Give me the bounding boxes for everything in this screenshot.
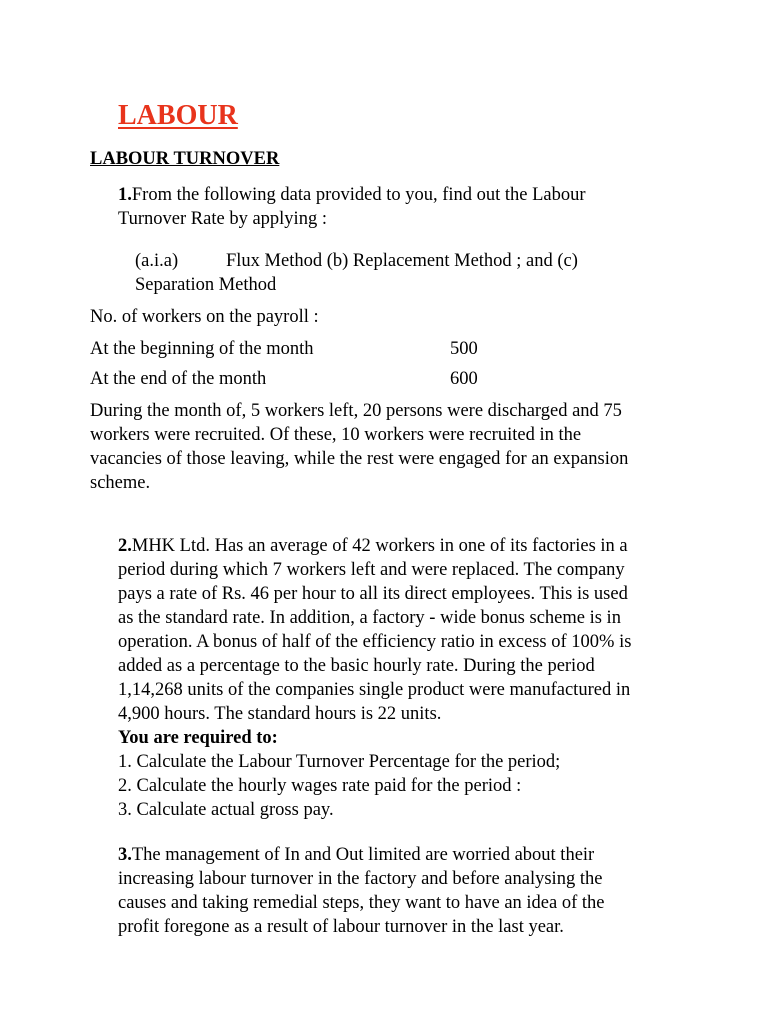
paragraph-line: During the month of, 5 workers left, 20 persons were discharged and 75 — [90, 401, 622, 421]
paragraph-line: scheme. — [90, 473, 151, 493]
task-item: 1. Calculate the Labour Turnover Percentage for the period; — [118, 752, 561, 772]
document-title: LABOUR — [118, 100, 238, 131]
question-1-text-line: Turnover Rate by applying : — [118, 209, 327, 229]
question-2-text-line: 1,14,268 units of the companies single product were manufactured in — [118, 680, 631, 700]
section-heading: LABOUR TURNOVER — [90, 149, 280, 169]
methods-text-line: Flux Method (b) Replacement Method ; and (c) — [226, 251, 578, 271]
required-heading: You are required to: — [118, 728, 278, 748]
question-2-text-line: as the standard rate. In addition, a factory - wide bonus scheme is in — [118, 608, 621, 628]
question-1-number: 1. — [118, 185, 132, 205]
methods-text-line: Separation Method — [135, 275, 277, 295]
question-2-text-line: added as a percentage to the basic hourly rate. During the period — [118, 656, 595, 676]
question-1-paragraph — [90, 399, 628, 495]
question-2-text-line: MHK Ltd. Has an average of 42 workers in one of its factories in a — [131, 536, 628, 556]
payroll-label: No. of workers on the payroll : — [90, 307, 319, 327]
question-2-text-line: operation. A bonus of half of the efficiency ratio in excess of 100% is — [118, 632, 632, 652]
question-1-text-line: From the following data provided to you, find out the Labour — [131, 185, 586, 205]
question-1 — [118, 183, 586, 231]
paragraph-line: workers were recruited. Of these, 10 workers were recruited in the — [90, 425, 582, 445]
question-2 — [118, 534, 631, 822]
paragraph-line: vacancies of those leaving, while the rest were engaged for an expansion — [90, 449, 629, 469]
question-2-text-line: pays a rate of Rs. 46 per hour to all its direct employees. This is used — [118, 584, 628, 604]
question-2-text-line: 4,900 hours. The standard hours is 22 units. — [118, 704, 442, 724]
question-2-text-line: period during which 7 workers left and were replaced. The company — [118, 560, 625, 580]
question-2-number: 2. — [118, 536, 132, 556]
question-3-text-line: increasing labour turnover in the factory and before analysing the — [118, 869, 603, 889]
question-3-text-line: The management of In and Out limited are worried about their — [131, 845, 595, 865]
question-3-number: 3. — [118, 845, 132, 865]
payroll-row-value: 600 — [450, 369, 478, 389]
task-item: 3. Calculate actual gross pay. — [118, 800, 334, 820]
task-item: 2. Calculate the hourly wages rate paid for the period : — [118, 776, 522, 796]
question-3-text-line: profit foregone as a result of labour turnover in the last year. — [118, 917, 564, 937]
question-3-text-line: causes and taking remedial steps, they want to have an idea of the — [118, 893, 605, 913]
methods-label: (a.i.a) — [135, 251, 179, 271]
payroll-row-value: 500 — [450, 339, 478, 359]
question-3 — [118, 843, 604, 939]
payroll-row-label: At the beginning of the month — [90, 339, 314, 359]
payroll-row-label: At the end of the month — [90, 369, 267, 389]
